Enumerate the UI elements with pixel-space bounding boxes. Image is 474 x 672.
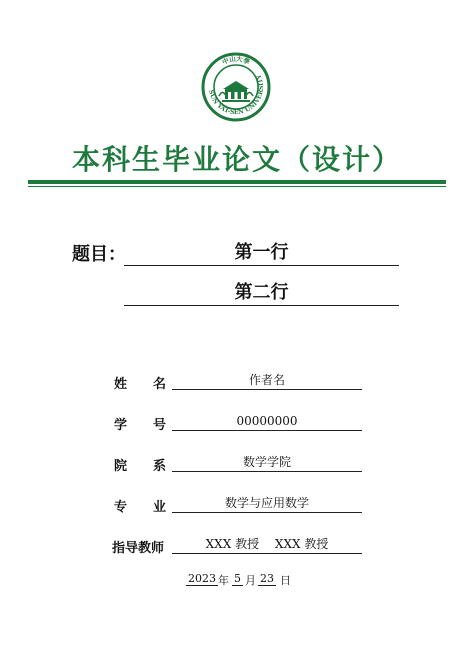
- date-month-unit: 月: [245, 574, 256, 587]
- date-year[interactable]: 2023: [188, 572, 216, 585]
- topic-line-2[interactable]: 第二行: [124, 281, 399, 306]
- seal-top-text: 中山大學: [220, 54, 252, 67]
- advisor-label: 指导教师: [112, 541, 165, 556]
- thesis-title: 本科生毕业论文（设计）: [71, 143, 402, 176]
- title-divider-thin: [28, 186, 446, 187]
- topic-label: 题目：: [72, 244, 126, 265]
- university-seal-icon: [201, 52, 271, 122]
- advisor-value[interactable]: XXX 教授 XXX 教授: [172, 535, 362, 554]
- date-day-unit: 日: [280, 574, 291, 587]
- name-label: 姓 名: [114, 377, 167, 392]
- seal-ring-text: SUN YAT-SEN UNIVERSITY: [207, 73, 266, 117]
- department-label: 院 系: [114, 459, 167, 474]
- student-id-value[interactable]: 00000000: [172, 412, 362, 431]
- name-value[interactable]: 作者名: [172, 371, 362, 390]
- major-value[interactable]: 数学与应用数学: [172, 494, 362, 513]
- date-month[interactable]: 5: [234, 572, 241, 585]
- date-day[interactable]: 23: [260, 572, 274, 585]
- date-year-unit: 年: [218, 574, 229, 587]
- student-id-label: 学 号: [114, 418, 167, 433]
- department-value[interactable]: 数学学院: [172, 453, 362, 472]
- title-divider-thick: [28, 180, 446, 184]
- topic-line-1[interactable]: 第一行: [124, 241, 399, 266]
- major-label: 专 业: [114, 500, 167, 515]
